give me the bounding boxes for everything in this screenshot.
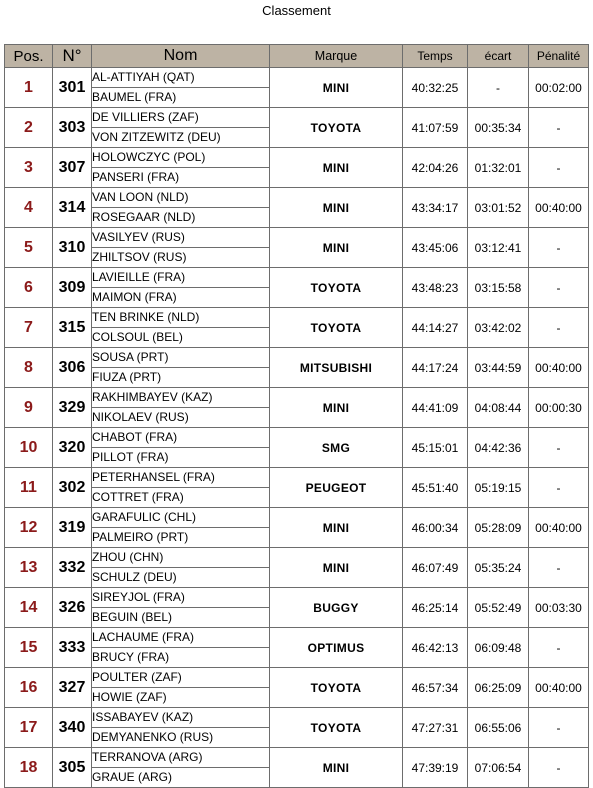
temps-cell: 47:39:19	[403, 748, 468, 788]
codriver-name-cell: ROSEGAAR (NLD)	[92, 208, 270, 228]
driver-name-cell: TEN BRINKE (NLD)	[92, 308, 270, 328]
penalite-cell: -	[529, 468, 589, 508]
table-row	[5, 68, 589, 88]
penalite-cell: -	[529, 428, 589, 468]
codriver-name-cell: ZHILTSOV (RUS)	[92, 248, 270, 268]
position-cell: 11	[5, 468, 53, 508]
position-cell: 1	[5, 68, 53, 108]
car-number-cell: 333	[53, 628, 92, 668]
table-row	[5, 548, 589, 568]
classement-body	[5, 68, 589, 788]
penalite-cell: -	[529, 708, 589, 748]
driver-name-cell: LACHAUME (FRA)	[92, 628, 270, 648]
driver-name-cell: TERRANOVA (ARG)	[92, 748, 270, 768]
marque-cell: MINI	[270, 228, 403, 268]
driver-name-cell: ZHOU (CHN)	[92, 548, 270, 568]
marque-cell: TOYOTA	[270, 108, 403, 148]
penalite-cell: -	[529, 108, 589, 148]
codriver-name-cell: COTTRET (FRA)	[92, 488, 270, 508]
ecart-cell: 06:09:48	[468, 628, 529, 668]
position-cell: 10	[5, 428, 53, 468]
ecart-cell: 04:42:36	[468, 428, 529, 468]
marque-cell: MINI	[270, 148, 403, 188]
marque-cell: TOYOTA	[270, 268, 403, 308]
marque-cell: MINI	[270, 548, 403, 588]
codriver-name-cell: PANSERI (FRA)	[92, 168, 270, 188]
position-cell: 12	[5, 508, 53, 548]
codriver-name-cell: BEGUIN (BEL)	[92, 608, 270, 628]
position-cell: 14	[5, 588, 53, 628]
driver-name-cell: GARAFULIC (CHL)	[92, 508, 270, 528]
table-row	[5, 628, 589, 648]
temps-cell: 44:41:09	[403, 388, 468, 428]
penalite-cell: -	[529, 748, 589, 788]
codriver-name-cell: GRAUE (ARG)	[92, 768, 270, 788]
header-pos: Pos.	[5, 45, 53, 68]
marque-cell: MINI	[270, 388, 403, 428]
table-row	[5, 508, 589, 528]
marque-cell: PEUGEOT	[270, 468, 403, 508]
penalite-cell: 00:03:30	[529, 588, 589, 628]
car-number-cell: 303	[53, 108, 92, 148]
penalite-cell: -	[529, 628, 589, 668]
car-number-cell: 340	[53, 708, 92, 748]
marque-cell: TOYOTA	[270, 668, 403, 708]
table-row	[5, 188, 589, 208]
car-number-cell: 319	[53, 508, 92, 548]
ecart-cell: -	[468, 68, 529, 108]
position-cell: 5	[5, 228, 53, 268]
temps-cell: 43:34:17	[403, 188, 468, 228]
penalite-cell: -	[529, 548, 589, 588]
codriver-name-cell: FIUZA (PRT)	[92, 368, 270, 388]
temps-cell: 43:45:06	[403, 228, 468, 268]
driver-name-cell: CHABOT (FRA)	[92, 428, 270, 448]
car-number-cell: 320	[53, 428, 92, 468]
car-number-cell: 309	[53, 268, 92, 308]
marque-cell: MINI	[270, 748, 403, 788]
classement-table	[4, 44, 589, 788]
codriver-name-cell: VON ZITZEWITZ (DEU)	[92, 128, 270, 148]
temps-cell: 46:07:49	[403, 548, 468, 588]
penalite-cell: 00:40:00	[529, 348, 589, 388]
marque-cell: TOYOTA	[270, 308, 403, 348]
ecart-cell: 07:06:54	[468, 748, 529, 788]
position-cell: 9	[5, 388, 53, 428]
driver-name-cell: VASILYEV (RUS)	[92, 228, 270, 248]
codriver-name-cell: SCHULZ (DEU)	[92, 568, 270, 588]
marque-cell: SMG	[270, 428, 403, 468]
penalite-cell: -	[529, 308, 589, 348]
driver-name-cell: RAKHIMBAYEV (KAZ)	[92, 388, 270, 408]
table-row	[5, 108, 589, 128]
temps-cell: 45:15:01	[403, 428, 468, 468]
position-cell: 18	[5, 748, 53, 788]
temps-cell: 41:07:59	[403, 108, 468, 148]
header-marque: Marque	[270, 45, 403, 68]
driver-name-cell: LAVIEILLE (FRA)	[92, 268, 270, 288]
temps-cell: 40:32:25	[403, 68, 468, 108]
table-row	[5, 308, 589, 328]
table-row	[5, 228, 589, 248]
ecart-cell: 03:15:58	[468, 268, 529, 308]
car-number-cell: 314	[53, 188, 92, 228]
codriver-name-cell: DEMYANENKO (RUS)	[92, 728, 270, 748]
codriver-name-cell: HOWIE (ZAF)	[92, 688, 270, 708]
temps-cell: 46:42:13	[403, 628, 468, 668]
marque-cell: MINI	[270, 188, 403, 228]
ecart-cell: 06:25:09	[468, 668, 529, 708]
car-number-cell: 305	[53, 748, 92, 788]
position-cell: 4	[5, 188, 53, 228]
penalite-cell: 00:40:00	[529, 188, 589, 228]
ecart-cell: 03:44:59	[468, 348, 529, 388]
codriver-name-cell: COLSOUL (BEL)	[92, 328, 270, 348]
temps-cell: 46:25:14	[403, 588, 468, 628]
codriver-name-cell: MAIMON (FRA)	[92, 288, 270, 308]
ecart-cell: 00:35:34	[468, 108, 529, 148]
codriver-name-cell: PALMEIRO (PRT)	[92, 528, 270, 548]
driver-name-cell: ISSABAYEV (KAZ)	[92, 708, 270, 728]
table-row	[5, 428, 589, 448]
temps-cell: 44:14:27	[403, 308, 468, 348]
position-cell: 7	[5, 308, 53, 348]
car-number-cell: 306	[53, 348, 92, 388]
marque-cell: BUGGY	[270, 588, 403, 628]
ecart-cell: 05:35:24	[468, 548, 529, 588]
ecart-cell: 04:08:44	[468, 388, 529, 428]
penalite-cell: 00:40:00	[529, 668, 589, 708]
car-number-cell: 315	[53, 308, 92, 348]
codriver-name-cell: PILLOT (FRA)	[92, 448, 270, 468]
table-row	[5, 348, 589, 368]
car-number-cell: 302	[53, 468, 92, 508]
temps-cell: 47:27:31	[403, 708, 468, 748]
position-cell: 8	[5, 348, 53, 388]
car-number-cell: 327	[53, 668, 92, 708]
table-row	[5, 748, 589, 768]
temps-cell: 46:57:34	[403, 668, 468, 708]
penalite-cell: 00:02:00	[529, 68, 589, 108]
driver-name-cell: SIREYJOL (FRA)	[92, 588, 270, 608]
table-row	[5, 588, 589, 608]
position-cell: 3	[5, 148, 53, 188]
table-row	[5, 388, 589, 408]
car-number-cell: 332	[53, 548, 92, 588]
driver-name-cell: POULTER (ZAF)	[92, 668, 270, 688]
position-cell: 2	[5, 108, 53, 148]
car-number-cell: 301	[53, 68, 92, 108]
header-temps: Temps	[403, 45, 468, 68]
table-row	[5, 668, 589, 688]
driver-name-cell: AL-ATTIYAH (QAT)	[92, 68, 270, 88]
marque-cell: MINI	[270, 68, 403, 108]
ecart-cell: 03:42:02	[468, 308, 529, 348]
marque-cell: MITSUBISHI	[270, 348, 403, 388]
temps-cell: 45:51:40	[403, 468, 468, 508]
table-row	[5, 268, 589, 288]
position-cell: 6	[5, 268, 53, 308]
temps-cell: 42:04:26	[403, 148, 468, 188]
penalite-cell: -	[529, 148, 589, 188]
car-number-cell: 310	[53, 228, 92, 268]
marque-cell: OPTIMUS	[270, 628, 403, 668]
position-cell: 16	[5, 668, 53, 708]
driver-name-cell: DE VILLIERS (ZAF)	[92, 108, 270, 128]
ecart-cell: 03:01:52	[468, 188, 529, 228]
table-row	[5, 468, 589, 488]
penalite-cell: 00:40:00	[529, 508, 589, 548]
ecart-cell: 06:55:06	[468, 708, 529, 748]
temps-cell: 44:17:24	[403, 348, 468, 388]
position-cell: 15	[5, 628, 53, 668]
table-row	[5, 708, 589, 728]
header-ecart: écart	[468, 45, 529, 68]
marque-cell: TOYOTA	[270, 708, 403, 748]
driver-name-cell: PETERHANSEL (FRA)	[92, 468, 270, 488]
car-number-cell: 326	[53, 588, 92, 628]
ecart-cell: 05:52:49	[468, 588, 529, 628]
header-num: N°	[53, 45, 92, 68]
driver-name-cell: SOUSA (PRT)	[92, 348, 270, 368]
header-penalite: Pénalité	[529, 45, 589, 68]
table-row	[5, 148, 589, 168]
car-number-cell: 329	[53, 388, 92, 428]
driver-name-cell: VAN LOON (NLD)	[92, 188, 270, 208]
driver-name-cell: HOLOWCZYC (POL)	[92, 148, 270, 168]
ecart-cell: 03:12:41	[468, 228, 529, 268]
temps-cell: 43:48:23	[403, 268, 468, 308]
temps-cell: 46:00:34	[403, 508, 468, 548]
ecart-cell: 05:28:09	[468, 508, 529, 548]
car-number-cell: 307	[53, 148, 92, 188]
codriver-name-cell: BAUMEL (FRA)	[92, 88, 270, 108]
codriver-name-cell: NIKOLAEV (RUS)	[92, 408, 270, 428]
header-nom: Nom	[92, 45, 270, 68]
page-title: Classement	[262, 3, 331, 18]
codriver-name-cell: BRUCY (FRA)	[92, 648, 270, 668]
position-cell: 13	[5, 548, 53, 588]
ecart-cell: 01:32:01	[468, 148, 529, 188]
position-cell: 17	[5, 708, 53, 748]
penalite-cell: -	[529, 268, 589, 308]
penalite-cell: -	[529, 228, 589, 268]
penalite-cell: 00:00:30	[529, 388, 589, 428]
marque-cell: MINI	[270, 508, 403, 548]
ecart-cell: 05:19:15	[468, 468, 529, 508]
header-row	[5, 45, 589, 68]
